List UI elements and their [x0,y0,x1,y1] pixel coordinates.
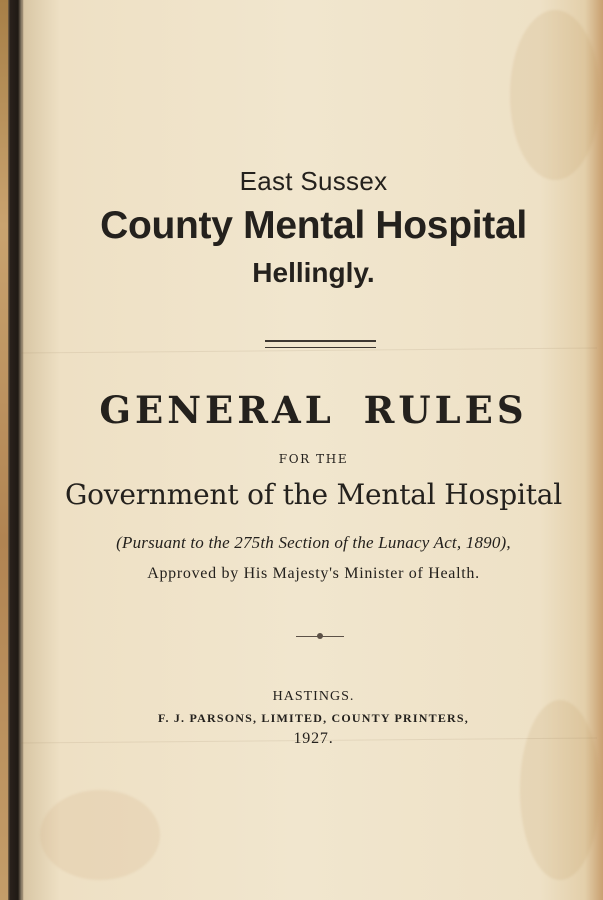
for-the-label: FOR THE [278,452,349,466]
paper-stain [520,700,600,880]
paper-edge [22,0,23,900]
location-heading: Hellingly. [252,257,375,288]
county-heading: East Sussex [239,166,388,196]
government-subtitle: Government of the Mental Hospital [64,478,563,511]
printer-city: HASTINGS. [272,689,355,704]
publication-year: 1927. [293,730,334,747]
general-rules-title: GENERAL RULES [99,388,528,432]
approval-note: Approved by His Majesty's Minister of Health. [147,565,480,582]
pursuant-note: (Pursuant to the 275th Section of the Lunacy Act, 1890), [116,533,511,552]
printer-name: F. J. PARSONS, LIMITED, COUNTY PRINTERS, [158,711,469,725]
paper-stain [510,10,600,180]
ornament-dot-icon [317,633,323,639]
paper-stain [40,790,160,880]
double-rule-divider [265,340,376,348]
binding-spine [0,0,8,900]
hospital-title: County Mental Hospital [100,204,527,247]
paper-crease [20,347,597,353]
